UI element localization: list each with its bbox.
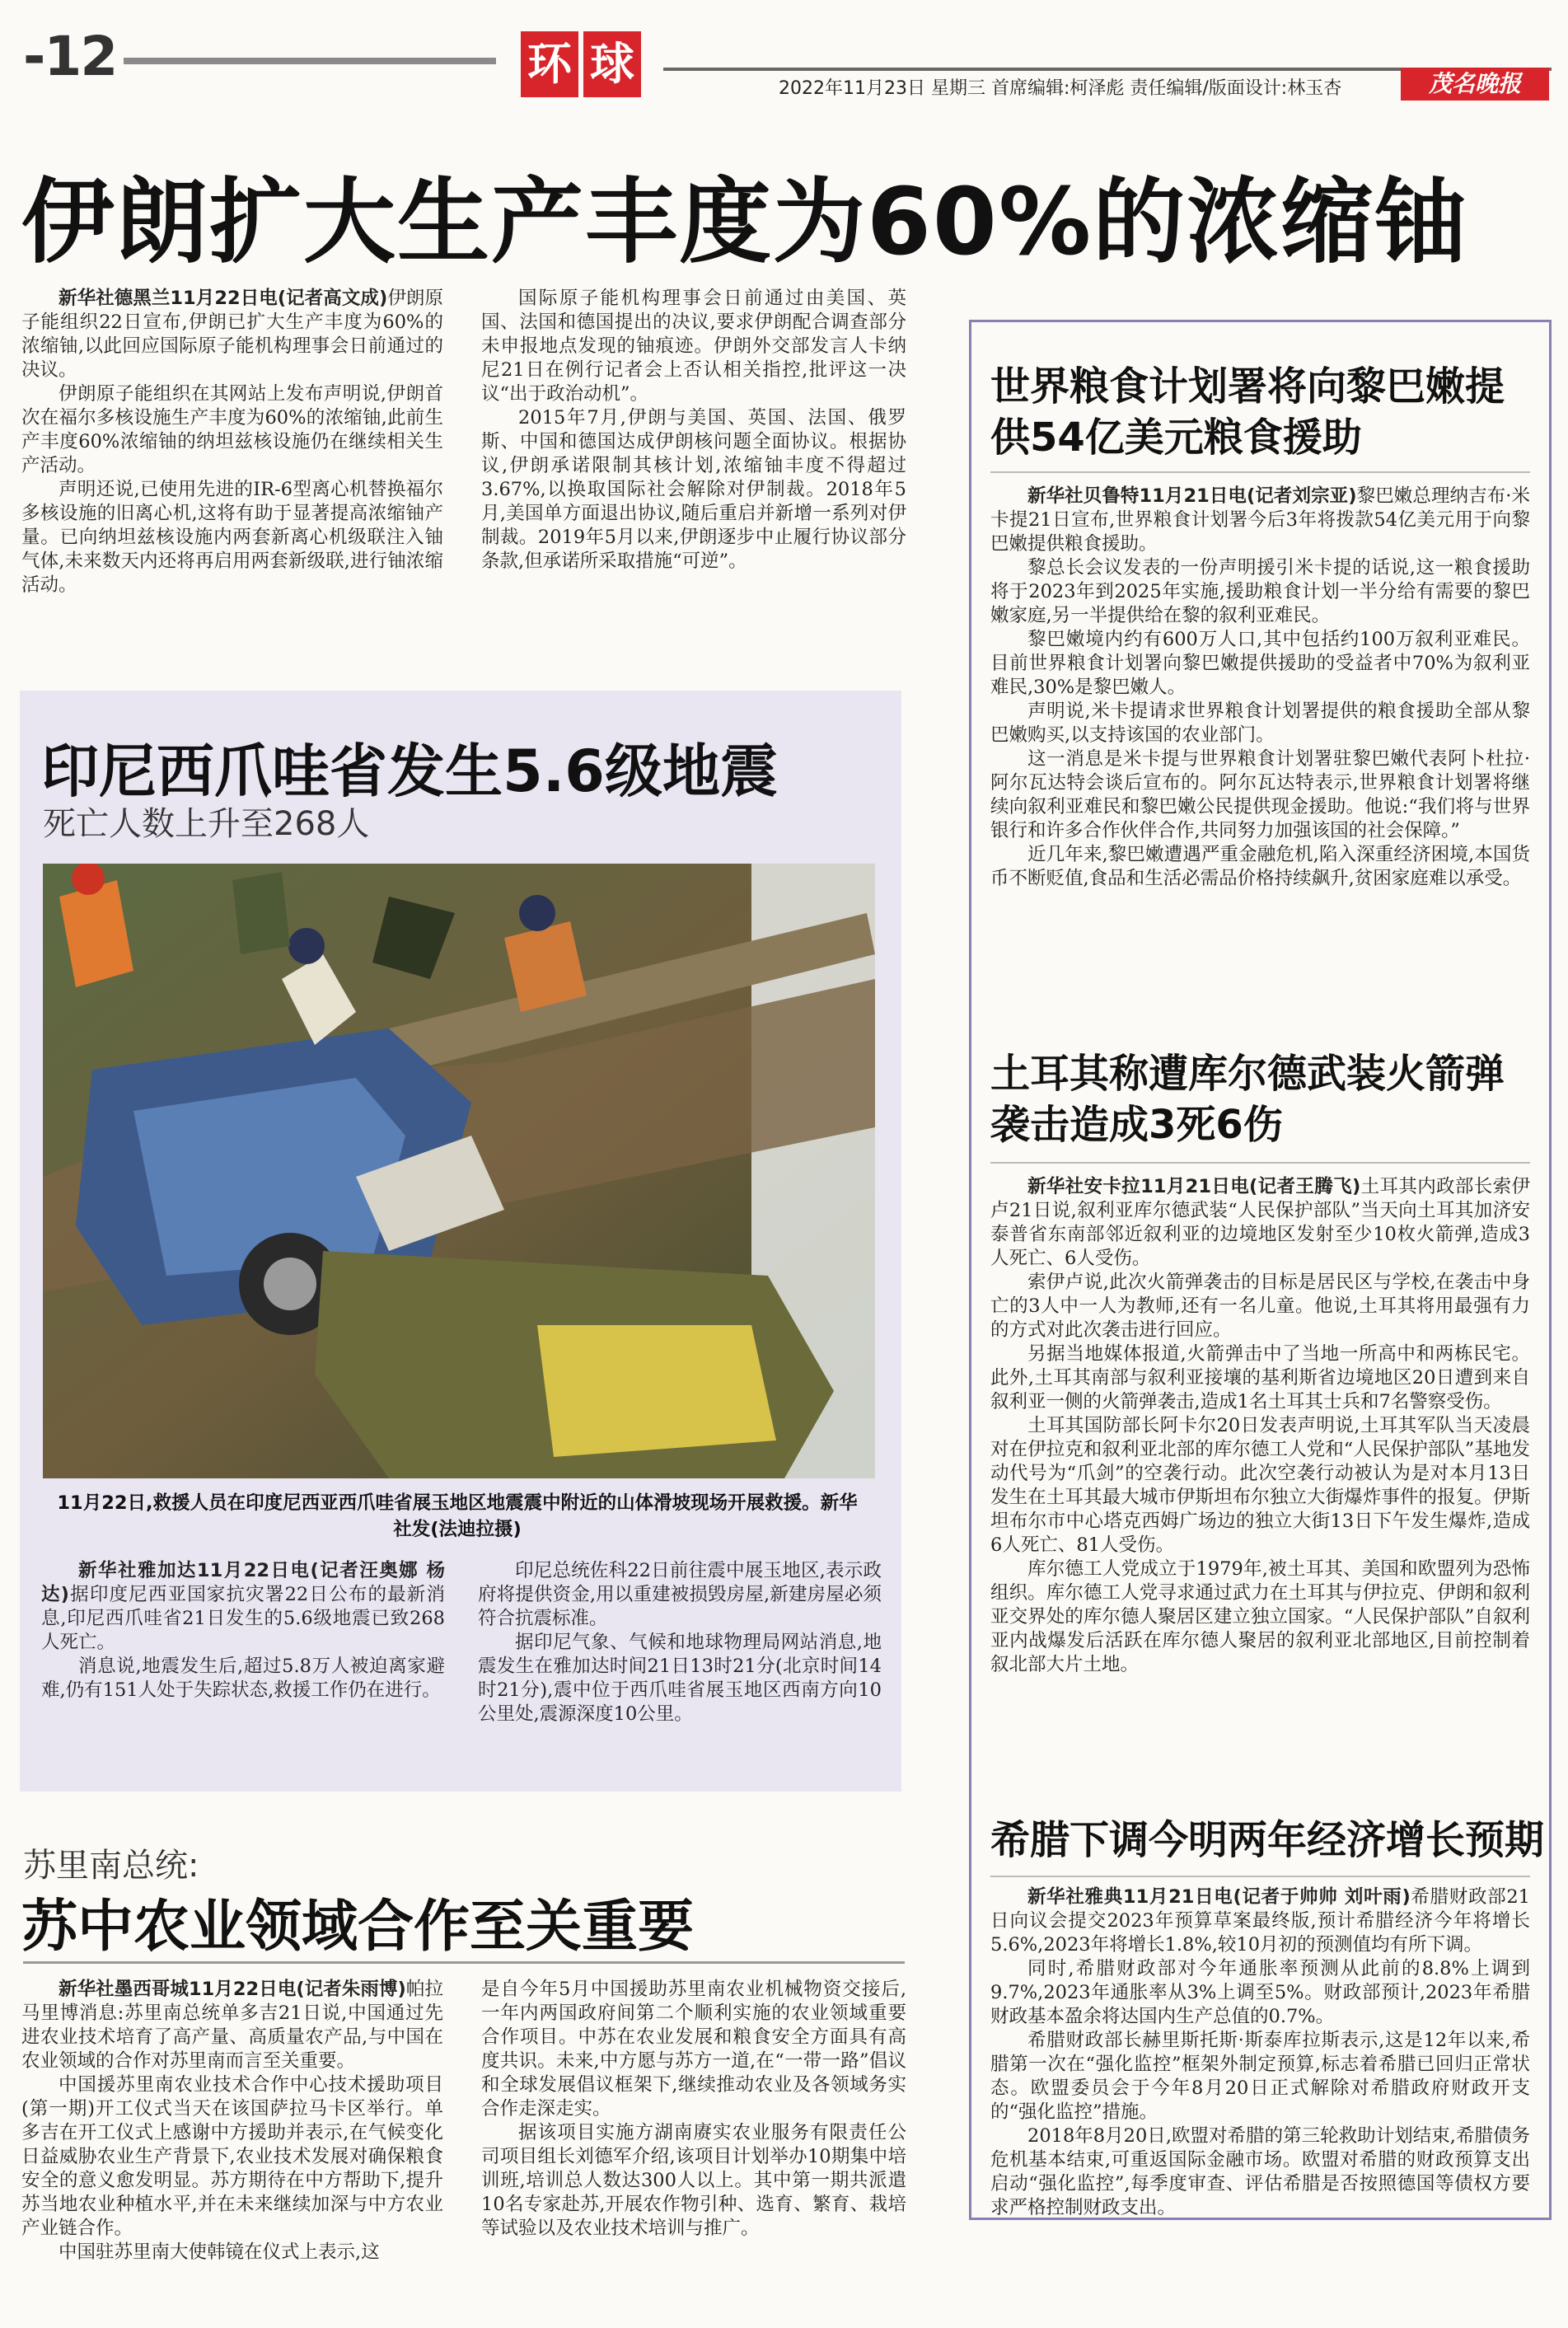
section-char: 环 [521,31,578,97]
paragraph: 新华社安卡拉11月21日电(记者王腾飞)土耳其内政部长索伊卢21日说,叙利亚库尔德武装“人民保护部队”当天向土耳其加济安泰普省东南部邻近叙利亚的边境地区发射至少10枚火箭弹,造成3人死亡、6人受伤。 [990,1176,1530,1269]
turkey-headline: 土耳其称遭库尔德武装火箭弹袭击造成3死6伤 [990,1051,1505,1148]
suriname-col-1 [21,1978,443,2265]
paragraph: 同时,希腊财政部对今年通胀率预测从此前的8.8%上调到9.7%,2023年通胀率从3%上调至5%。财政部预计,2023年希腊财政基本盈余将达国内生产总值的0.7%。 [990,1958,1530,2027]
paragraph: 据印尼气象、气候和地球物理局网站消息,地震发生在雅加达时间21日13时21分(北京时间14时21分),震中位于西爪哇省展玉地区西南方向10公里处,震源深度10公里。 [478,1632,882,1725]
rescue-photo-illustration [43,864,875,1478]
wfp-body [990,485,1530,891]
paragraph: 希腊财政部长赫里斯托斯·斯泰库拉斯表示,这是12年以来,希腊第一次在“强化监控”框架外制定预算,标志着希腊已回归正常状态。欧盟委员会于今年8月20日正式解除对希腊政府财政开支的“强化监控”措施。 [990,2030,1530,2123]
paragraph: 黎巴嫩境内约有600万人口,其中包括约100万叙利亚难民。目前世界粮食计划署向黎巴嫩提供援助的受益者中70%为叙利亚难民,30%是黎巴嫩人。 [990,629,1530,698]
dateline: 新华社贝鲁特11月21日电(记者刘宗亚) [1027,485,1357,507]
dateline: 新华社墨西哥城11月22日电(记者朱雨博) [59,1979,406,2000]
quake-subheadline: 死亡人数上升至268人 [43,805,370,843]
wfp-headline: 世界粮食计划署将向黎巴嫩提供54亿美元粮食援助 [990,363,1505,461]
newspaper-logo: 茂名晚报 [1401,68,1549,101]
rescue-photo [43,864,875,1478]
paragraph: 声明还说,已使用先进的IR-6型离心机替换福尔多核设施的旧离心机,这将有助于显著提高浓缩铀产量。已向纳坦兹核设施内两套新离心机级联注入铀气体,未来数天内还将再启用两套新级联,进行铀浓缩活动。 [21,479,443,596]
section-tag [521,31,646,97]
paragraph: 库尔德工人党成立于1979年,被土耳其、美国和欧盟列为恐怖组织。库尔德工人党寻求通过武力在土耳其与伊拉克、伊朗和叙利亚交界处的库尔德人聚居区建立独立国家。“人民保护部队”自叙利亚内战爆发后活跃在库尔德人聚居的叙利亚北部地区,目前控制着叙北部大片土地。 [990,1558,1530,1675]
divider [990,1162,1530,1164]
section-char: 球 [583,31,641,97]
greece-body [990,1885,1530,2220]
paragraph: 印尼总统佐科22日前往震中展玉地区,表示政府将提供资金,用以重建被损毁房屋,新建房屋必须符合抗震标准。 [478,1560,882,1629]
paragraph: 土耳其国防部长阿卡尔20日发表声明说,土耳其军队当天凌晨对在伊拉克和叙利亚北部的库尔德工人党和“人民保护部队”基地发动代号为“爪剑”的空袭行动。此次空袭行动被认为是对本月13日发生在土耳其最大城市伊斯坦布尔独立大街爆炸事件的报复。伊斯坦布尔市中心塔克西姆广场边的独立大街13日下午发生爆炸,造成6人死亡、81人受伤。 [990,1415,1530,1556]
paragraph: 中国援苏里南农业技术合作中心技术援助项目(第一期)开工仪式当天在该国萨拉马卡区举行。单多吉在开工仪式上感谢中方援助并表示,在气候变化日益威胁农业生产背景下,农业技术发展对确保粮食安全的意义愈发明显。苏方期待在中方帮助下,提升苏当地农业种植水平,并在未来继续加深与中方农业产业链合作。 [21,2074,443,2239]
turkey-body [990,1175,1530,1677]
dateline: 新华社雅加达11月22日电(记者汪奥娜 杨达) [41,1560,445,1605]
divider [990,471,1530,473]
dateline: 新华社德黑兰11月22日电(记者高文成) [59,288,388,309]
iran-col-1 [21,287,443,597]
iran-headline: 伊朗扩大生产丰度为60%的浓缩铀 [21,169,1469,276]
paragraph: 新华社贝鲁特11月21日电(记者刘宗亚)黎巴嫩总理纳吉布·米卡提21日宣布,世界粮食计划署今后3年将拨款54亿美元用于向黎巴嫩提供粮食援助。 [990,485,1530,555]
paragraph: 新华社雅典11月21日电(记者于帅帅 刘叶雨)希腊财政部21日向议会提交2023年预算草案最终版,预计希腊经济今年将增长5.6%,2023年将增长1.8%,较10月初的预测值均有所下调。 [990,1886,1530,1956]
paragraph: 伊朗原子能组织在其网站上发布声明说,伊朗首次在福尔多核设施生产丰度为60%的浓缩铀,此前生产丰度60%浓缩铀的纳坦兹核设施仍在继续相关生产活动。 [21,383,443,476]
quake-col-1 [41,1559,445,1703]
suriname-pre-title: 苏里南总统: [23,1847,199,1885]
paragraph: 新华社雅加达11月22日电(记者汪奥娜 杨达)据印度尼西亚国家抗灾署22日公布的最新消息,印尼西爪哇省21日发生的5.6级地震已致268人死亡。 [41,1560,445,1653]
paragraph: 消息说,地震发生后,超过5.8万人被迫离家避难,仍有151人处于失踪状态,救援工作仍在进行。 [41,1656,445,1701]
paragraph: 2018年8月20日,欧盟对希腊的第三轮救助计划结束,希腊债务危机基本结束,可重返国际金融市场。欧盟对希腊的财政预算支出启动“强化监控”,每季度审查、评估希腊是否按照德国等债权方要求严格控制财政支出。 [990,2125,1530,2218]
iran-col-2 [481,287,906,574]
paragraph: 黎总长会议发表的一份声明援引米卡提的话说,这一粮食援助将于2023年到2025年实施,援助粮食计划一半分给有需要的黎巴嫩家庭,另一半提供给在黎的叙利亚难民。 [990,557,1530,626]
suriname-headline: 苏中农业领域合作至关重要 [21,1895,695,1960]
paragraph: 近几年来,黎巴嫩遭遇严重金融危机,陷入深重经济困境,本国货币不断贬值,食品和生活必需品价格持续飙升,贫困家庭难以承受。 [990,844,1530,889]
paragraph: 声明说,米卡提请求世界粮食计划署提供的粮食援助全部从黎巴嫩购买,以支持该国的农业部门。 [990,700,1530,746]
page-number: -12 [23,25,117,88]
paragraph: 索伊卢说,此次火箭弹袭击的目标是居民区与学校,在袭击中身亡的3人中一人为教师,还有一名儿童。他说,土耳其将用最强有力的方式对此次袭击进行回应。 [990,1272,1530,1341]
paragraph: 另据当地媒体报道,火箭弹击中了当地一所高中和两栋民宅。此外,土耳其南部与叙利亚接壤的基利斯省边境地区20日遭到来自叙利亚一侧的火箭弹袭击,造成1名土耳其士兵和7名警察受伤。 [990,1343,1530,1412]
divider [23,1961,905,1964]
paragraph: 新华社墨西哥城11月22日电(记者朱雨博)帕拉马里博消息:苏里南总统单多吉21日说,中国通过先进农业技术培育了高产量、高质量农产品,与中国在农业领域的合作对苏里南而言至关重要。 [21,1979,443,2072]
quake-col-2 [478,1559,882,1726]
paragraph: 据该项目实施方湖南赓实农业服务有限责任公司项目组长刘德军介绍,该项目计划举办10期集中培训班,培训总人数达300人以上。其中第一期共派遣10名专家赴苏,开展农作物引种、选育、繁育、栽培等试验以及农业技术培训与推广。 [481,2122,906,2239]
dateline: 新华社雅典11月21日电(记者于帅帅 刘叶雨) [1027,1886,1411,1908]
greece-headline: 希腊下调今明两年经济增长预期 [990,1817,1545,1863]
paragraph: 中国驻苏里南大使韩镜在仪式上表示,这 [59,2241,380,2263]
photo-caption: 11月22日,救援人员在印度尼西亚西爪哇省展玉地区地震震中附近的山体滑坡现场开展救援。新华社发(法迪拉摄) [57,1492,858,1540]
paragraph: 国际原子能机构理事会日前通过由美国、英国、法国和德国提出的决议,要求伊朗配合调查部分未申报地点发现的铀痕迹。伊朗外交部发言人卡纳尼21日在例行记者会上否认相关指控,批评这一决议“出于政治动机”。 [481,288,906,405]
paragraph: 新华社德黑兰11月22日电(记者高文成)伊朗原子能组织22日宣布,伊朗已扩大生产丰度为60%的浓缩铀,以此回应国际原子能机构理事会日前通过的决议。 [21,288,443,381]
suriname-col-2 [481,1978,906,2241]
header-rule [124,58,496,64]
quake-headline: 印尼西爪哇省发生5.6级地震 [41,738,779,805]
paragraph: 2015年7月,伊朗与美国、英国、法国、俄罗斯、中国和德国达成伊朗核问题全面协议。根据协议,伊朗承诺限制其核计划,浓缩铀丰度不得超过3.67%,以换取国际社会解除对伊制裁。2018年5月,美国单方面退出协议,随后重启并新增一系列对伊制裁。2019年5月以来,伊朗逐步中止履行协议部分条款,但承诺所采取措施“可逆”。 [481,407,906,572]
header-meta: 2022年11月23日 星期三 首席编辑:柯泽彪 责任编辑/版面设计:林玉杏 [779,78,1342,99]
paragraph: 这一消息是米卡提与世界粮食计划署驻黎巴嫩代表阿卜杜拉·阿尔瓦达特会谈后宣布的。阿尔瓦达特表示,世界粮食计划署将继续向叙利亚难民和黎巴嫩公民提供现金援助。他说:“我们将与世界银行和许多合作伙伴合作,共同努力加强该国的社会保障。” [990,748,1530,841]
dateline: 新华社安卡拉11月21日电(记者王腾飞) [1027,1176,1361,1197]
paragraph: 是自今年5月中国援助苏里南农业机械物资交接后,一年内两国政府间第二个顺利实施的农业领域重要合作项目。中苏在农业发展和粮食安全方面具有高度共识。未来,中方愿与苏方一道,在“一带一路”倡议和全球发展倡议框架下,继续推动农业及各领域务实合作走深走实。 [481,1979,906,2120]
divider [990,1876,1530,1877]
